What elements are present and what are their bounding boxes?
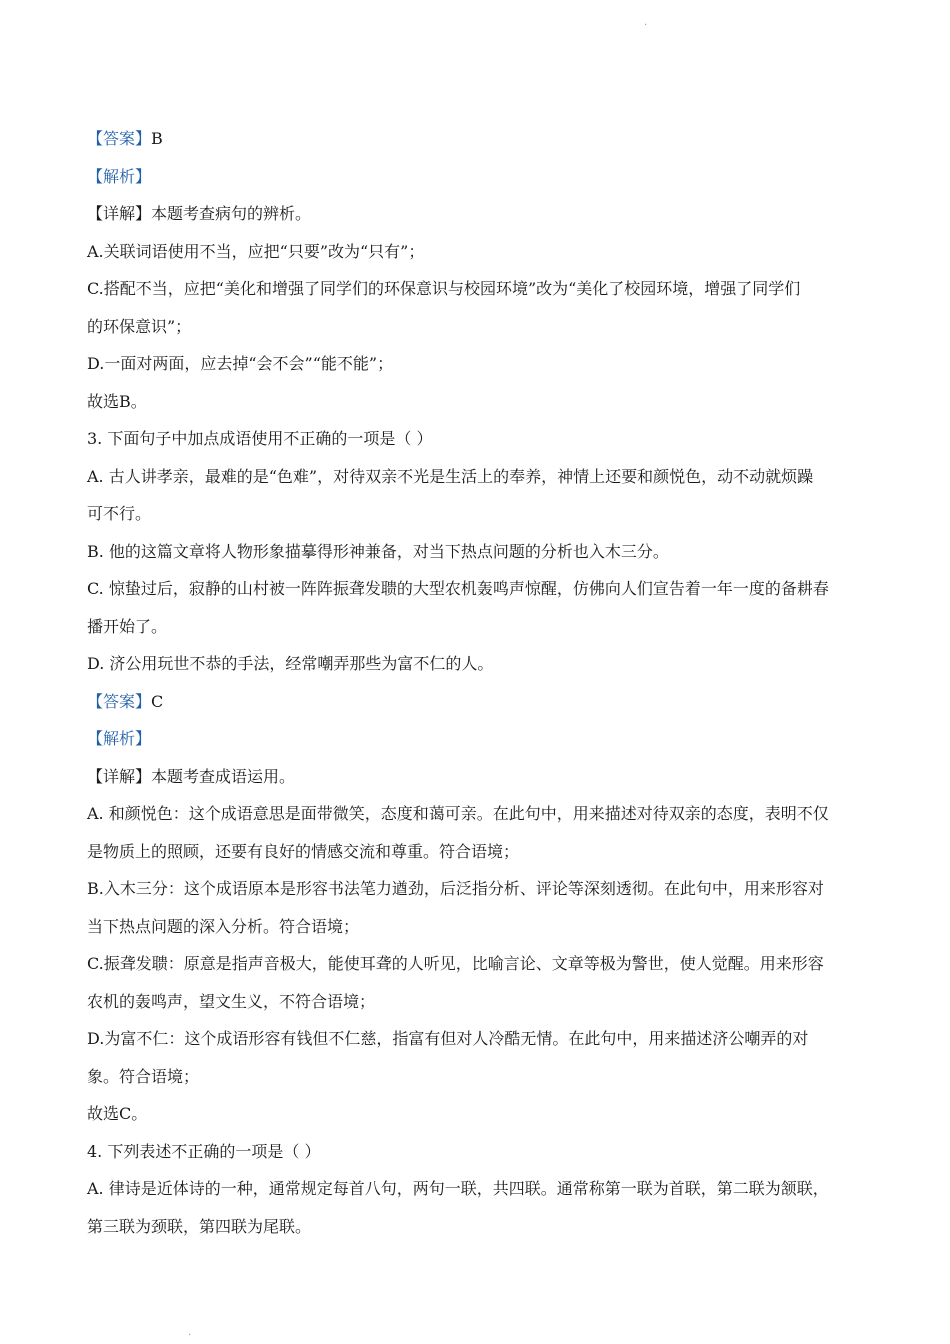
text-line — [87, 1058, 867, 1096]
line-text: 【详解】本题考查成语运用。 — [87, 766, 296, 786]
text-line — [87, 495, 867, 533]
top-mark: . — [644, 17, 648, 28]
line-text: B.入木三分：这个成语原本是形容书法笔力遒劲，后泛指分析、评论等深刻透彻。在此句中，用来形容对 — [87, 879, 824, 898]
line-text: C.振聋发聩：原意是指声音极大，能使耳聋的人听见，比喻言论、文章等极为警世，使人觉醒。用来形容 — [87, 954, 824, 973]
text-line — [87, 308, 867, 346]
text-line — [87, 570, 867, 608]
line-text: 【详解】本题考查病句的辨析。 — [87, 204, 312, 223]
text-line — [87, 1095, 867, 1133]
text-line — [87, 870, 867, 908]
section-tag: 【答案】 — [87, 691, 152, 711]
line-text: 可不行。 — [87, 504, 152, 523]
text-line — [87, 345, 867, 383]
text-line — [87, 1170, 867, 1208]
line-text: C. 惊蛰过后，寂静的山村被一阵阵振聋发聩的大型农机轰鸣声惊醒，仿佛向人们宣告着一年一度的备耕春 — [87, 579, 829, 598]
section-tag: 【答案】 — [87, 129, 152, 148]
text-line — [87, 195, 867, 233]
line-text: 故选C。 — [87, 1104, 148, 1123]
line-text: D. 济公用玩世不恭的手法，经常嘲弄那些为富不仁的人。 — [87, 654, 494, 673]
text-line — [87, 908, 867, 946]
line-text: 象。符合语境； — [87, 1066, 200, 1086]
line-text: D.为富不仁：这个成语形容有钱但不仁慈，指富有但对人冷酷无情。在此句中，用来描述济公嘲弄的对 — [87, 1029, 809, 1048]
text-line — [87, 1208, 867, 1246]
text-line — [87, 720, 867, 758]
text-line — [87, 233, 867, 271]
bottom-mark: . — [188, 1327, 192, 1338]
text-line — [87, 420, 867, 458]
section-tag: 【解析】 — [87, 729, 152, 748]
line-text: 当下热点问题的深入分析。符合语境； — [87, 916, 360, 936]
text-line — [87, 120, 867, 158]
text-line — [87, 833, 867, 871]
line-text: B. 他的这篇文章将人物形象描摹得形神兼备，对当下热点问题的分析也入木三分。 — [87, 541, 669, 561]
section-tag: 【解析】 — [87, 166, 152, 186]
text-line — [87, 270, 867, 308]
line-text: 的环保意识”； — [87, 316, 192, 336]
line-text: 播开始了。 — [87, 616, 168, 636]
text-line — [87, 383, 867, 421]
text-line — [87, 458, 867, 496]
line-text: C.搭配不当，应把“美化和增强了同学们的环保意识与校园环境”改为“美化了校园环境，增强了同学们 — [87, 279, 801, 298]
line-text: 是物质上的照顾，还要有良好的情感交流和尊重。符合语境； — [87, 841, 520, 861]
text-line — [87, 1020, 867, 1058]
line-text: A. 律诗是近体诗的一种，通常规定每首八句，两句一联，共四联。通常称第一联为首联，第二联为颔联， — [87, 1179, 829, 1198]
text-line — [87, 645, 867, 683]
line-text: 故选B。 — [87, 391, 147, 411]
line-text: A. 古人讲孝亲，最难的是“色难”，对待双亲不光是生活上的奉养，神情上还要和颜悦色，动不动就烦躁 — [87, 466, 814, 486]
text-line — [87, 158, 867, 196]
text-line — [87, 683, 867, 721]
line-text: 第三联为颈联，第四联为尾联。 — [87, 1216, 312, 1236]
line-text: C — [151, 691, 164, 711]
text-line — [87, 1133, 867, 1171]
document-body — [87, 120, 867, 1245]
line-text: D.一面对两面，应去掉“会不会”“能不能”； — [87, 354, 394, 373]
line-text: B — [151, 129, 163, 148]
line-text: 农机的轰鸣声，望文生义，不符合语境； — [87, 991, 376, 1011]
text-line — [87, 533, 867, 571]
text-line — [87, 945, 867, 983]
line-text: 3. 下面句子中加点成语使用不正确的一项是（ ） — [87, 429, 433, 448]
text-line — [87, 758, 867, 796]
text-line — [87, 795, 867, 833]
text-line — [87, 608, 867, 646]
line-text: A. 和颜悦色：这个成语意思是面带微笑，态度和蔼可亲。在此句中，用来描述对待双亲的态度，表明不仅 — [87, 804, 829, 823]
line-text: 4. 下列表述不正确的一项是（ ） — [87, 1141, 321, 1161]
line-text: A.关联词语使用不当，应把“只要”改为“只有”； — [87, 241, 425, 261]
text-line — [87, 983, 867, 1021]
